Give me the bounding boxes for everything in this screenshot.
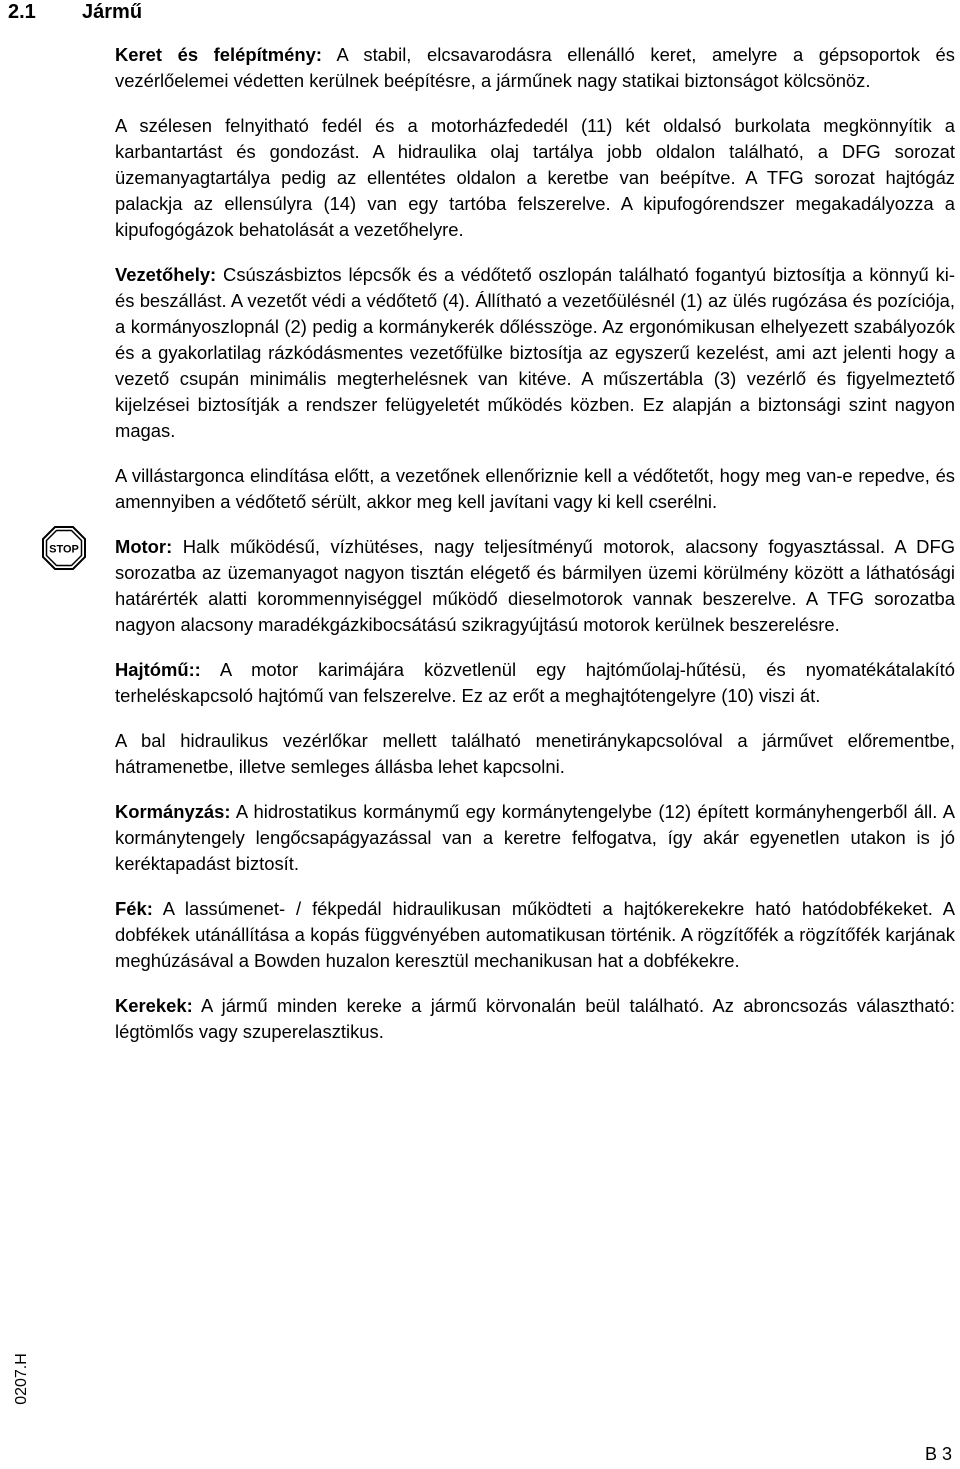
paragraph-cover	[115, 113, 955, 243]
cab-label: Vezetőhely:	[115, 264, 217, 285]
engine-label: Motor:	[115, 536, 173, 557]
frame-text: A stabil, elcsavarodásra ellenálló keret, amelyre a gépsoportok és vezérlőelemei védetten kerülnek beépítésre, a járműnek nagy statikai biztonságot kölcsönöz.	[115, 44, 955, 91]
paragraph-steering	[115, 799, 955, 877]
stop-warning-text: A villástargonca elindítása előtt, a vezetőnek ellenőriznie kell a védőtetőt, hogy meg van-e repedve, és amennyiben a védőtető sérült, akkor meg kell javítani vagy ki kell cserélni.	[115, 465, 955, 512]
frame-label: Keret és felépítmény:	[115, 44, 322, 65]
wheels-label: Kerekek:	[115, 995, 193, 1016]
cover-text: A szélesen felnyitható fedél és a motorházfededél (11) két oldalsó burkolata megkönnyítik a karbantartást és gondozást. A hidraulika olaj tartálya jobb oldalon található, a DFG sorozat üzemanyagtartálya pedig az ellentétes oldalon a keretbe van beépítve. A TFG sorozat hajtógáz palackja az ellensúlyra (14) van egy tartóba felszerelve. A kipufogórendszer megakadályozza a kipufogógázok behatolását a vezetőhelyre.	[115, 115, 955, 240]
paragraph-cab	[115, 262, 955, 444]
section-heading	[8, 0, 142, 24]
transmission-label: Hajtómű::	[115, 659, 201, 680]
brakes-label: Fék:	[115, 898, 153, 919]
direction-switch-text: A bal hidraulikus vezérlőkar mellett található menetiránykapcsolóval a járművet előrementbe, hátramenetbe, illetve semleges állásba lehet kapcsolni.	[115, 730, 955, 777]
section-title: Jármű	[82, 1, 143, 23]
paragraph-wheels	[115, 993, 955, 1045]
steering-label: Kormányzás:	[115, 801, 231, 822]
paragraph-engine	[115, 534, 955, 638]
steering-text: A hidrostatikus kormánymű egy kormánytengelybe (12) épített kormányhengerből áll. A kormánytengely lengőcsapágyazással van a keretre felfogatva, így akár egyenetlen utakon is jó keréktapadást biztosít.	[115, 801, 955, 874]
wheels-text: A jármű minden kereke a jármű körvonalán beül található. Az abroncsozás választható: légtömlős vagy szuperelasztikus.	[115, 995, 955, 1042]
stop-sign-text: STOP	[49, 543, 79, 556]
paragraph-transmission	[115, 657, 955, 709]
brakes-text: A lassúmenet- / fékpedál hidraulikusan működteti a hajtókerekekre ható hatódobfékeket. A dobfékek utánállítása a kopás függvényében automatikusan történik. A rögzítőfék a rögzítőfék karjának meghúzásával a Bowden huzalon keresztül mechanikusan hat a dobfékekre.	[115, 898, 955, 971]
paragraph-stop-warning	[115, 463, 955, 515]
stop-sign-icon	[42, 526, 86, 570]
section-number: 2.1	[8, 1, 36, 23]
paragraph-brakes	[115, 896, 955, 974]
engine-text: Halk működésű, vízhütéses, nagy teljesítményű motorok, alacsony fogyasztással. A DFG sorozatba az üzemanyagot nagyon tisztán elégető és bármilyen üzemi körülmény között a láthatósági határérték alatti korommennyiséggel működő dieselmotorok vannak beszerelve. A TFG sorozatba nagyon alacsony maradékgázkibocsátású szikragyújtású motorok kerülnek beszerelésre.	[115, 536, 955, 635]
transmission-text: A motor karimájára közvetlenül egy hajtóműolaj-hűtésü, és nyomatékátalakító terheléskapcsoló hajtómű van felszerelve. Ez az erőt a meghajtótengelyre (10) viszi át.	[115, 659, 955, 706]
paragraph-direction-switch	[115, 728, 955, 780]
document-body	[115, 42, 955, 1064]
paragraph-frame	[115, 42, 955, 94]
cab-text: Csúszásbiztos lépcsők és a védőtető oszlopán található fogantyú biztosítja a könnyű ki- és beszállást. A vezetőt védi a védőtető (4). Állítható a vezetőülésnél (1) az ülés rugózása és pozíciója, a kormányoszlopnál (2) pedig a kormánykerék dőlésszöge. Az ergonómikusan elhelyezett szabályozók és a gyakorlatilag rázkódásmentes vezetőfülke biztosítja az egyszerű kezelést, ami azt jelenti hogy a vezető csupán minimális megterhelésnek van kitéve. A műszertábla (3) vezérlő és figyelmeztető kijelzései biztosítják a rendszer felügyeletét működés közben. Ez alapján a biztonsági szint nagyon magas.	[115, 264, 955, 441]
document-code: 0207.H	[13, 1353, 30, 1405]
page-number: B 3	[924, 1444, 952, 1464]
